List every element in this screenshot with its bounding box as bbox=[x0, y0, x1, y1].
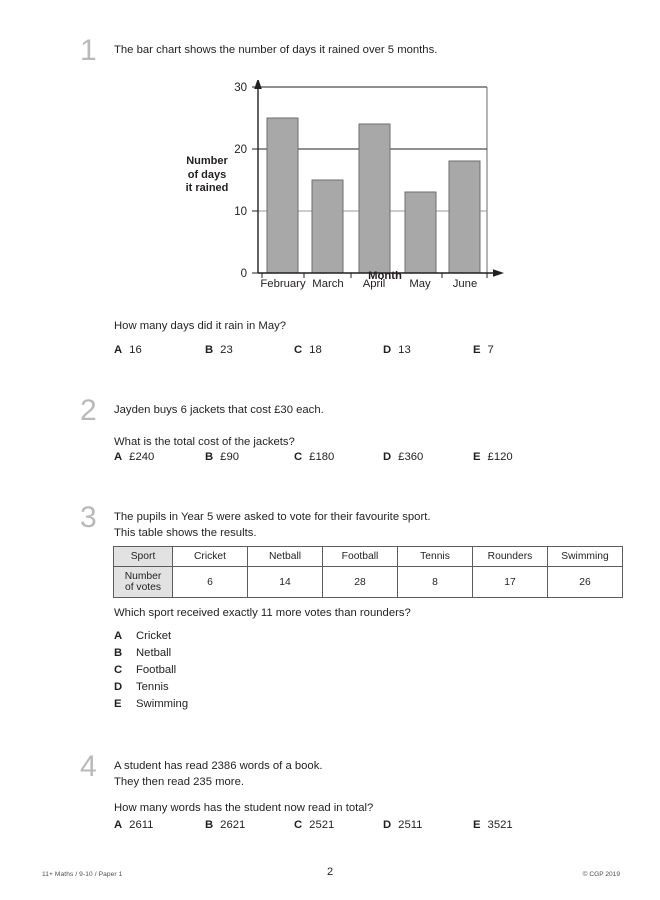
question-3-prompt: Which sport received exactly 11 more votes than rounders? bbox=[114, 607, 411, 619]
table-colhead-4: Rounders bbox=[473, 547, 548, 567]
option-letter: A bbox=[114, 344, 123, 356]
question-3-stem-line-2: This table shows the results. bbox=[114, 527, 257, 539]
question-1-option-e[interactable] bbox=[473, 343, 494, 357]
option-letter: E bbox=[473, 344, 481, 356]
question-4-option-d[interactable] bbox=[383, 818, 473, 832]
option-letter: A bbox=[114, 819, 123, 831]
question-2-prompt: What is the total cost of the jackets? bbox=[114, 436, 295, 448]
option-value: 7 bbox=[487, 344, 494, 356]
option-value: 2621 bbox=[220, 819, 246, 831]
option-letter: C bbox=[114, 664, 123, 676]
page-number: 2 bbox=[326, 866, 334, 878]
table-cell-0: 6 bbox=[173, 567, 248, 598]
y-axis-label-line-3: it rained bbox=[185, 182, 229, 194]
option-value: Netball bbox=[136, 647, 172, 659]
footer-paper-reference: 11+ Maths / 9-10 / Paper 1 bbox=[42, 871, 123, 878]
question-1-option-c[interactable] bbox=[294, 343, 383, 357]
chart-x-tick-february: February bbox=[260, 278, 306, 290]
option-value: 23 bbox=[220, 344, 233, 356]
chart-x-tick-may: May bbox=[409, 278, 431, 290]
question-3-option-e[interactable] bbox=[114, 698, 188, 715]
option-value: 2611 bbox=[129, 819, 154, 831]
option-letter: D bbox=[383, 451, 392, 463]
question-2-stem: Jayden buys 6 jackets that cost £30 each. bbox=[114, 404, 324, 416]
question-1-stem: The bar chart shows the number of days it rained over 5 months. bbox=[114, 44, 438, 56]
question-4-options bbox=[114, 818, 513, 832]
option-letter: B bbox=[205, 819, 214, 831]
option-value: £180 bbox=[309, 451, 335, 463]
table-colhead-2: Football bbox=[323, 547, 398, 567]
table-colhead-5: Swimming bbox=[548, 547, 623, 567]
rowhead-line-1: Number bbox=[124, 570, 162, 582]
option-value: £90 bbox=[220, 451, 240, 463]
option-letter: D bbox=[383, 819, 392, 831]
question-4-prompt: How many words has the student now read in total? bbox=[114, 802, 374, 814]
option-value: Swimming bbox=[136, 698, 189, 710]
chart-y-tick-10: 10 bbox=[234, 206, 247, 218]
rowhead-line-2: of votes bbox=[124, 582, 162, 593]
table-cell-1: 14 bbox=[248, 567, 323, 598]
question-4-stem-line-1: A student has read 2386 words of a book. bbox=[114, 760, 323, 772]
table-colhead-1: Netball bbox=[248, 547, 323, 567]
option-value: £240 bbox=[129, 451, 155, 463]
question-3-option-a[interactable] bbox=[114, 630, 188, 647]
chart-y-tick-30: 30 bbox=[234, 82, 247, 94]
votes-table bbox=[113, 546, 623, 598]
question-4-option-b[interactable] bbox=[205, 818, 294, 832]
option-value: 2511 bbox=[398, 819, 423, 831]
option-value: 16 bbox=[129, 344, 142, 356]
table-colhead-3: Tennis bbox=[398, 547, 473, 567]
option-letter: D bbox=[114, 681, 123, 693]
option-letter: C bbox=[294, 344, 303, 356]
chart-y-axis-label bbox=[174, 155, 240, 196]
option-letter: B bbox=[205, 451, 214, 463]
rain-bar-chart bbox=[170, 80, 510, 305]
table-cell-3: 8 bbox=[398, 567, 473, 598]
question-1-options bbox=[114, 343, 494, 357]
question-4-option-a[interactable] bbox=[114, 818, 205, 832]
question-3-option-b[interactable] bbox=[114, 647, 188, 664]
question-number-4: 4 bbox=[80, 750, 97, 783]
option-letter: A bbox=[114, 451, 123, 463]
chart-x-tick-march: March bbox=[312, 278, 344, 290]
option-value: 13 bbox=[398, 344, 411, 356]
option-letter: C bbox=[294, 819, 303, 831]
question-3-options bbox=[114, 630, 188, 715]
chart-x-axis-label: Month bbox=[368, 270, 402, 282]
table-row-header bbox=[114, 547, 623, 567]
question-1-option-a[interactable] bbox=[114, 343, 205, 357]
option-value: £360 bbox=[398, 451, 424, 463]
question-2-option-e[interactable] bbox=[473, 450, 513, 464]
option-value: £120 bbox=[487, 451, 513, 463]
chart-y-tick-0: 0 bbox=[240, 268, 247, 280]
question-2-option-c[interactable] bbox=[294, 450, 383, 464]
question-1-option-d[interactable] bbox=[383, 343, 473, 357]
y-axis-label-line-1: Number bbox=[186, 155, 228, 167]
question-2-options bbox=[114, 450, 513, 464]
option-letter: C bbox=[294, 451, 303, 463]
table-row-values bbox=[114, 567, 623, 598]
table-rowhead-votes bbox=[114, 567, 173, 598]
question-2-option-d[interactable] bbox=[383, 450, 473, 464]
question-3-stem-line-1: The pupils in Year 5 were asked to vote for their favourite sport. bbox=[114, 511, 431, 523]
option-letter: B bbox=[114, 647, 123, 659]
table-rowhead-sport: Sport bbox=[114, 547, 173, 567]
question-number-3: 3 bbox=[80, 501, 97, 534]
table-colhead-0: Cricket bbox=[173, 547, 248, 567]
option-letter: A bbox=[114, 630, 123, 642]
option-letter: D bbox=[383, 344, 392, 356]
chart-y-tick-20: 20 bbox=[234, 144, 247, 156]
chart-x-tick-june: June bbox=[452, 278, 478, 290]
question-2-option-a[interactable] bbox=[114, 450, 205, 464]
question-3-option-c[interactable] bbox=[114, 664, 188, 681]
question-number-1: 1 bbox=[80, 34, 97, 67]
question-3-option-d[interactable] bbox=[114, 681, 188, 698]
question-number-2: 2 bbox=[80, 394, 97, 427]
option-value: Tennis bbox=[136, 681, 169, 693]
option-letter: E bbox=[473, 451, 481, 463]
question-1-prompt: How many days did it rain in May? bbox=[114, 320, 287, 332]
option-letter: E bbox=[473, 819, 481, 831]
question-4-stem-line-2: They then read 235 more. bbox=[114, 776, 244, 788]
option-letter: E bbox=[114, 698, 122, 710]
question-4-option-c[interactable] bbox=[294, 818, 383, 832]
table-cell-4: 17 bbox=[473, 567, 548, 598]
option-value: 2521 bbox=[309, 819, 335, 831]
y-axis-label-line-2: of days bbox=[187, 168, 227, 181]
question-1-option-b[interactable] bbox=[205, 343, 294, 357]
option-value: 3521 bbox=[487, 819, 513, 831]
option-value: 18 bbox=[309, 344, 322, 356]
option-value: Cricket bbox=[136, 630, 172, 642]
option-value: Football bbox=[136, 664, 177, 676]
chart-x-tick-april: April bbox=[362, 278, 386, 290]
table-cell-2: 28 bbox=[323, 567, 398, 598]
table-cell-5: 26 bbox=[548, 567, 623, 598]
footer-copyright: © CGP 2019 bbox=[582, 871, 620, 878]
question-2-option-b[interactable] bbox=[205, 450, 294, 464]
option-letter: B bbox=[205, 344, 214, 356]
question-4-option-e[interactable] bbox=[473, 818, 513, 832]
